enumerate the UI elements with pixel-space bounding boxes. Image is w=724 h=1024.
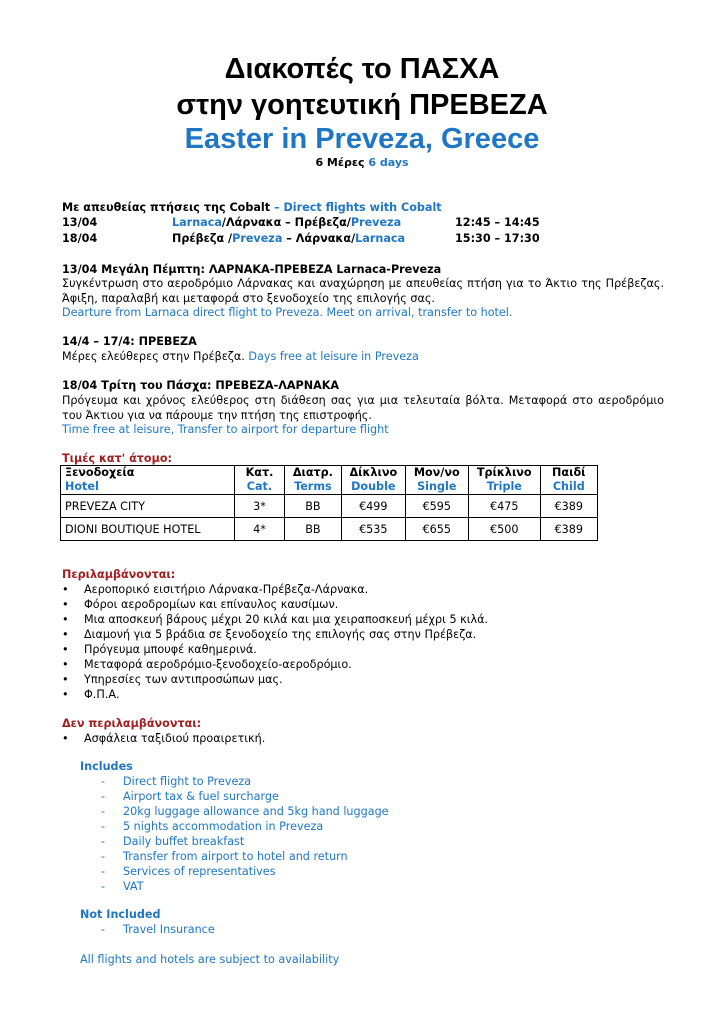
- included-english-heading: Includes: [80, 760, 133, 773]
- column-header-child: [540, 466, 597, 495]
- flight-outbound-time: 12:45 – 14:45: [455, 216, 540, 229]
- cell-child: €389: [540, 518, 597, 541]
- not-included-greek-list: [62, 731, 265, 746]
- flight-outbound-route: [172, 215, 401, 230]
- column-header-greek: Ξενοδοχεία: [65, 466, 135, 479]
- title-greek-line2: στην γοητευτική ΠΡΕΒΕΖΑ: [176, 89, 548, 121]
- column-header-cat: [235, 466, 284, 495]
- cell-cat: 3*: [235, 495, 284, 518]
- list-item: - Services of representatives: [101, 864, 389, 879]
- column-header-greek: Τρίκλινο: [476, 466, 532, 479]
- flight-return-origin-greek: Πρέβεζα /: [172, 232, 233, 245]
- day2-text: [62, 349, 664, 364]
- list-item: - 20kg luggage allowance and 5kg hand luggage: [101, 804, 389, 819]
- cell-terms: BB: [284, 495, 341, 518]
- list-item: - Direct flight to Preveza: [101, 774, 389, 789]
- price-table: [60, 465, 598, 541]
- list-item: • Αεροπορικό εισιτήριο Λάρνακα-Πρέβεζα-Λάρνακα.: [62, 582, 488, 597]
- column-header-double: [342, 466, 405, 495]
- list-item: • Πρόγευμα μπουφέ καθημερινά.: [62, 642, 488, 657]
- included-greek-list: [62, 582, 488, 702]
- cell-hotel: DIONI BOUTIQUE HOTEL: [61, 518, 235, 541]
- column-header-greek: Δίκλινο: [349, 466, 398, 479]
- flights-heading: [62, 200, 664, 215]
- list-item: • Φ.Π.Α.: [62, 687, 488, 702]
- list-item: - VAT: [101, 879, 389, 894]
- included-greek-heading: Περιλαμβάνονται:: [62, 568, 176, 581]
- list-item: • Μια αποσκευή βάρους μέχρι 20 κιλά και μια χειραποσκευή μέχρι 5 κιλά.: [62, 612, 488, 627]
- cell-child: €389: [540, 495, 597, 518]
- price-table-header: [61, 466, 598, 495]
- title-greek-line1: Διακοπές το ΠΑΣΧΑ: [224, 53, 500, 85]
- cell-triple: €475: [469, 495, 541, 518]
- list-item: - Daily buffet breakfast: [101, 834, 389, 849]
- availability-note: All flights and hotels are subject to availability: [80, 953, 340, 966]
- flight-outbound-origin: Larnaca: [172, 216, 222, 229]
- list-item: • Ασφάλεια ταξιδιού προαιρετική.: [62, 731, 265, 746]
- list-item: - Travel Insurance: [101, 922, 215, 937]
- day2-text-greek: Μέρες ελεύθερες στην Πρέβεζα.: [62, 350, 245, 363]
- cell-triple: €500: [469, 518, 541, 541]
- cell-hotel: PREVEZA CITY: [61, 495, 235, 518]
- column-header-terms: [284, 466, 341, 495]
- column-header-english: Terms: [294, 480, 332, 493]
- column-header-greek: Παιδί: [552, 466, 586, 479]
- day1-heading: 13/04 Μεγάλη Πέμπτη: ΛΑΡΝΑΚΑ-ΠΡΕΒΕΖΑ Larnaca-Preveza: [62, 263, 442, 276]
- cell-double: €499: [342, 495, 405, 518]
- not-included-greek-heading: Δεν περιλαμβάνονται:: [62, 717, 202, 730]
- column-header-triple: [469, 466, 541, 495]
- not-included-english-heading: Not Included: [80, 908, 161, 921]
- list-item: - Airport tax & fuel surcharge: [101, 789, 389, 804]
- table-row: [61, 495, 598, 518]
- column-header-greek: Κατ.: [245, 466, 274, 479]
- flight-outbound-route-greek: /Λάρνακα – Πρέβεζα/: [221, 216, 351, 229]
- flight-return-time: 15:30 – 17:30: [455, 232, 540, 245]
- day3-text-english: Time free at leisure, Transfer to airport for departure flight: [62, 423, 389, 436]
- column-header-greek: Διατρ.: [292, 466, 333, 479]
- day3-text-greek: Πρόγευμα και χρόνος ελεύθερος στη διάθεση σας για μια τελευταία βόλτα. Μεταφορά στο αεροδρόμιο του Άκτιου για να πάρουμε την πτήση της επιστροφής.: [62, 394, 664, 422]
- column-header-english: Triple: [486, 480, 522, 493]
- cell-single: €655: [405, 518, 468, 541]
- not-included-english-list: [101, 922, 215, 937]
- column-header-english: Single: [417, 480, 457, 493]
- cell-double: €535: [342, 518, 405, 541]
- column-header-english: Hotel: [65, 480, 99, 493]
- flight-return-route: [172, 231, 405, 246]
- column-header-single: [405, 466, 468, 495]
- prices-heading: Τιμές κατ' άτομο:: [62, 452, 172, 465]
- column-header-greek: Μον/νο: [413, 466, 460, 479]
- flight-return-origin: Preveza: [232, 232, 283, 245]
- column-header-english: Cat.: [246, 480, 273, 493]
- flight-return-destination: Larnaca: [355, 232, 406, 245]
- list-item: • Υπηρεσίες των αντιπροσώπων μας.: [62, 672, 488, 687]
- list-item: - Transfer from airport to hotel and return: [101, 849, 389, 864]
- day3-heading: 18/04 Τρίτη του Πάσχα: ΠΡΕΒΕΖΑ-ΛΑΡΝΑΚΑ: [62, 379, 340, 392]
- day2-heading: 14/4 – 17/4: ΠΡΕΒΕΖΑ: [62, 335, 197, 348]
- day1-text-english: Dearture from Larnaca direct flight to Preveza. Meet on arrival, transfer to hotel.: [62, 306, 513, 319]
- flight-outbound-date: 13/04: [62, 216, 98, 229]
- list-item: - 5 nights accommodation in Preveza: [101, 819, 389, 834]
- day2-text-english: Days free at leisure in Preveza: [248, 350, 419, 363]
- cell-single: €595: [405, 495, 468, 518]
- flights-heading-greek: Με απευθείας πτήσεις της Cobalt: [62, 201, 271, 214]
- day1-text-greek: Συγκέντρωση στο αεροδρόμιο Λάρνακας και αναχώρηση με απευθείας πτήση για το Άκτιο της Πρέβεζας. Άφιξη, παραλαβή και μεταφορά στο ξενοδοχείο της επιλογής σας.: [62, 277, 664, 305]
- flight-return-date: 18/04: [62, 232, 98, 245]
- included-english-list: [101, 774, 389, 894]
- duration: [0, 156, 724, 170]
- duration-greek: 6 Μέρες: [315, 156, 365, 169]
- flights-heading-english: – Direct flights with Cobalt: [274, 201, 442, 214]
- cell-terms: BB: [284, 518, 341, 541]
- title-english: Easter in Preveza, Greece: [184, 123, 540, 155]
- list-item: • Διαμονή για 5 βράδια σε ξενοδοχείο της επιλογής σας στην Πρέβεζα.: [62, 627, 488, 642]
- column-header-english: Child: [552, 480, 585, 493]
- table-row: [61, 518, 598, 541]
- cell-cat: 4*: [235, 518, 284, 541]
- column-header-english: Double: [351, 480, 396, 493]
- list-item: • Φόροι αεροδρομίων και επίναυλος καυσίμων.: [62, 597, 488, 612]
- flight-return-destination-greek: – Λάρνακα/: [286, 232, 356, 245]
- duration-english: 6 days: [368, 156, 409, 169]
- column-header-hotel: [61, 466, 235, 495]
- list-item: • Μεταφορά αεροδρόμιο-ξενοδοχείο-αεροδρόμιο.: [62, 657, 488, 672]
- flight-outbound-destination: Preveza: [350, 216, 402, 229]
